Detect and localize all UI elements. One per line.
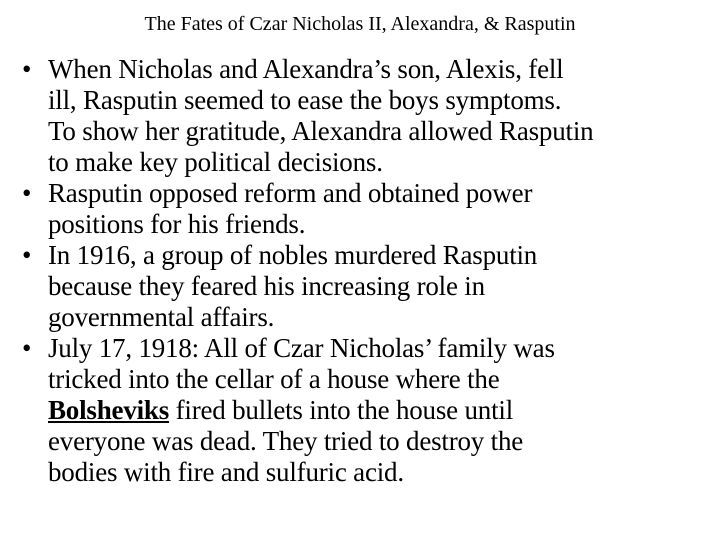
text-line: because they feared his increasing role in (48, 271, 485, 301)
slide-title: The Fates of Czar Nicholas II, Alexandra, & Rasputin (144, 13, 576, 35)
bullet-item-alexis-illness (22, 54, 712, 178)
text-line: to make key political decisions. (48, 147, 383, 177)
text-line: governmental affairs. (48, 302, 275, 332)
bullet-list (22, 54, 712, 488)
term-rest-text: fired bullets into the house until (169, 395, 513, 425)
bullet-item-family-executed (22, 333, 712, 488)
bullet-item-rasputin-opposed-reform (22, 178, 712, 240)
text-line: ill, Rasputin seemed to ease the boys symptoms. (48, 85, 562, 115)
text-line: Rasputin opposed reform and obtained power (48, 178, 533, 208)
text-line: everyone was dead. They tried to destroy the (48, 426, 524, 456)
bullet-text (48, 178, 712, 240)
text-line: In 1916, a group of nobles murdered Rasputin (48, 240, 538, 270)
text-line-with-term (48, 395, 712, 426)
bullet-text (48, 333, 712, 488)
bullet-point-icon: • (22, 240, 32, 270)
text-line: bodies with fire and sulfuric acid. (48, 457, 404, 487)
text-line: tricked into the cellar of a house where the (48, 364, 500, 394)
key-term-bolsheviks: Bolsheviks (48, 395, 170, 425)
bullet-point-icon: • (22, 178, 32, 208)
text-line: When Nicholas and Alexandra’s son, Alexis, fell (48, 54, 564, 84)
bullet-item-rasputin-murdered (22, 240, 712, 333)
bullet-text (48, 240, 712, 333)
bullet-point-icon: • (22, 333, 32, 363)
text-line: To show her gratitude, Alexandra allowed Rasputin (48, 116, 594, 146)
bullet-text (48, 54, 712, 178)
text-line: positions for his friends. (48, 209, 306, 239)
text-line: July 17, 1918: All of Czar Nicholas’ family was (48, 333, 555, 363)
bullet-point-icon: • (22, 54, 32, 84)
